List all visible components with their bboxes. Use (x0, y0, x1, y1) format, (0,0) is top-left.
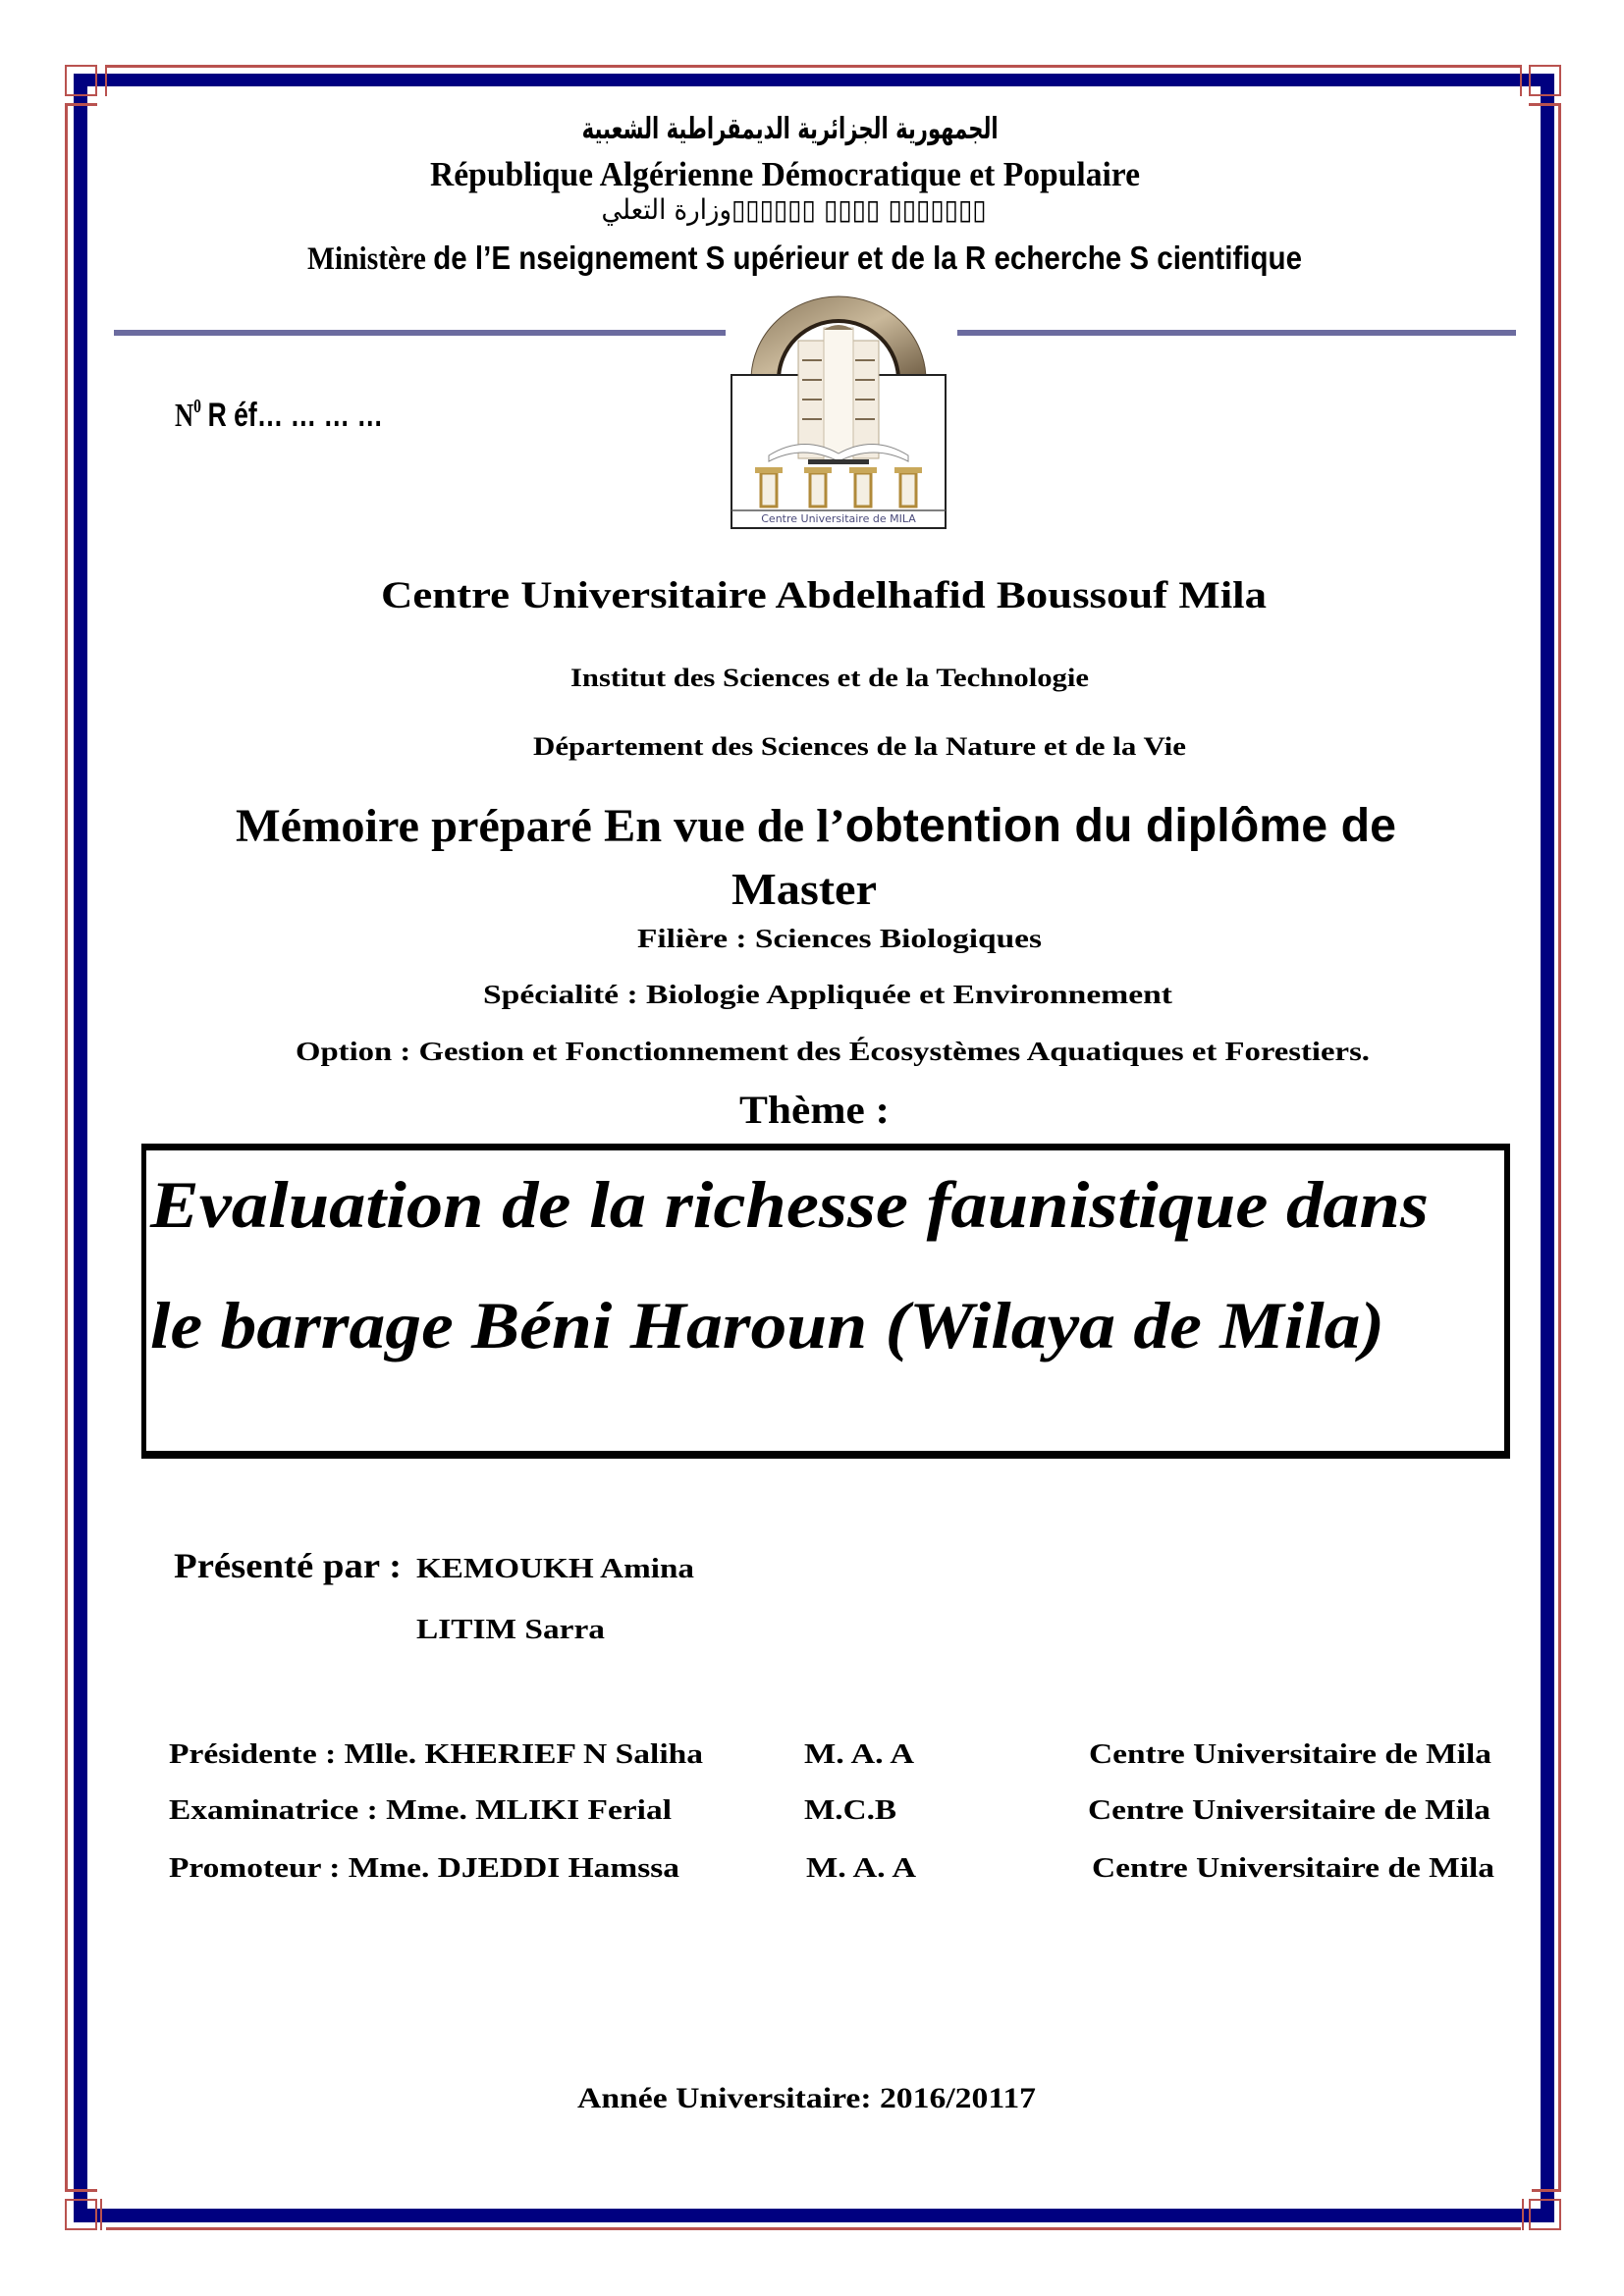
border-navy-bottom (74, 2209, 1554, 2222)
corner-br-c (1522, 2199, 1525, 2230)
student-name: LITIM Sarra (416, 1615, 605, 1645)
student-2 (416, 1615, 605, 1645)
theme-label-text: Thème : (739, 1088, 890, 1132)
border-navy-left (74, 74, 87, 2222)
master-text: Master (731, 864, 877, 914)
master-line (731, 864, 877, 914)
separator-right (957, 330, 1516, 336)
jury-institution: Centre Universitaire de Mila (1092, 1852, 1494, 1884)
student-1 (416, 1554, 694, 1584)
theme-title-line1 (150, 1167, 1429, 1242)
corner-br-b (1532, 2189, 1561, 2192)
arabic-ministry-line (571, 193, 987, 226)
jury-grade: M. A. A (804, 1738, 914, 1770)
theme-title-line2-text: le barrage Béni Haroun (Wilaya de Mila) (150, 1288, 1384, 1362)
arabic-ministry-text: ▯▯▯▯▯▯▯ ▯▯▯▯ ▯▯▯▯▯▯وزارة التعلي (602, 193, 987, 226)
jury-role-name: Promoteur : Mme. DJEDDI Hamssa (169, 1852, 679, 1884)
jury-grade: M. A. A (806, 1852, 916, 1884)
jury-role-name: Examinatrice : Mme. MLIKI Ferial (169, 1794, 672, 1826)
border-navy-top (74, 74, 1554, 86)
corner-tl-a (65, 65, 97, 96)
specialite-line (483, 980, 1172, 1009)
corner-tl-b (65, 103, 97, 106)
jury-grade: M.C.B (804, 1794, 896, 1826)
option-line (296, 1037, 1370, 1066)
ministry-line (307, 241, 1419, 276)
corner-tr-a (1529, 65, 1561, 96)
border-navy-right (1541, 74, 1554, 2222)
corner-tr-c (1520, 65, 1523, 96)
ministry-text (307, 241, 1302, 276)
reference-n: N (175, 398, 194, 434)
theme-title-line1-text: Evaluation de la richesse faunistique dans (150, 1167, 1429, 1242)
department-text: Département des Sciences de la Nature et de la Vie (533, 732, 1186, 761)
corner-bl-a (65, 2199, 97, 2230)
filiere-text: Filière : Sciences Biologiques (637, 924, 1042, 953)
border-red-bottom (106, 2227, 1521, 2230)
specialite-text: Spécialité : Biologie Appliquée et Environnement (483, 980, 1172, 1009)
jury-role-name: Présidente : Mlle. KHERIEF N Saliha (169, 1738, 703, 1770)
presented-label-text: Présenté par : (174, 1546, 402, 1585)
institute-text: Institut des Sciences et de la Technologie (570, 664, 1089, 692)
arabic-republic-text: الجمهورية الجزائرية الديمقراطية الشعبية (582, 112, 999, 146)
reference-label: R éf… … … … (207, 397, 383, 434)
department-line (533, 732, 1186, 761)
presented-label (174, 1546, 402, 1585)
arabic-republic-line (406, 112, 999, 146)
theme-label (739, 1088, 890, 1132)
reference-sup: 0 (193, 396, 201, 417)
republic-text: République Algérienne Démocratique et Populaire (430, 155, 1140, 193)
corner-br-a (1529, 2199, 1561, 2230)
academic-year (577, 2082, 1036, 2114)
institution-name (381, 574, 1267, 616)
reference-number (175, 397, 442, 433)
academic-year-text: Année Universitaire: 2016/20117 (577, 2082, 1036, 2114)
ministry-rest: de l’E nseignement S upérieur et de la R echerche S cientifique (433, 240, 1302, 276)
border-red-right (1558, 106, 1561, 2189)
corner-bl-b (65, 2189, 97, 2192)
memoire-line (236, 800, 1396, 852)
theme-title-line2 (150, 1288, 1384, 1362)
corner-bl-c (100, 2199, 103, 2230)
memoire-text-sans: obtention du diplôme de (844, 800, 1396, 852)
corner-tr-b (1529, 103, 1561, 106)
ministry-prefix: Ministère (307, 241, 426, 277)
separator-left (114, 330, 726, 336)
filiere-line (637, 924, 1042, 953)
jury-institution: Centre Universitaire de Mila (1089, 1738, 1491, 1770)
option-text: Option : Gestion et Fonctionnement des Écosystèmes Aquatiques et Forestiers. (296, 1037, 1370, 1066)
institution-name-text: Centre Universitaire Abdelhafid Boussouf Mila (381, 574, 1267, 616)
memoire-text-serif: Mémoire préparé En vue de l’ (236, 800, 845, 852)
university-logo (730, 287, 947, 532)
logo-caption: Centre Universitaire de MILA (761, 512, 916, 525)
republic-line (430, 157, 1170, 191)
jury-institution: Centre Universitaire de Mila (1088, 1794, 1490, 1826)
border-red-left (65, 106, 68, 2189)
logo-graphic-icon (730, 287, 947, 532)
institute-line (570, 664, 1089, 692)
corner-tl-c (105, 65, 108, 96)
border-red-top (106, 65, 1521, 68)
student-name: KEMOUKH Amina (416, 1554, 694, 1584)
